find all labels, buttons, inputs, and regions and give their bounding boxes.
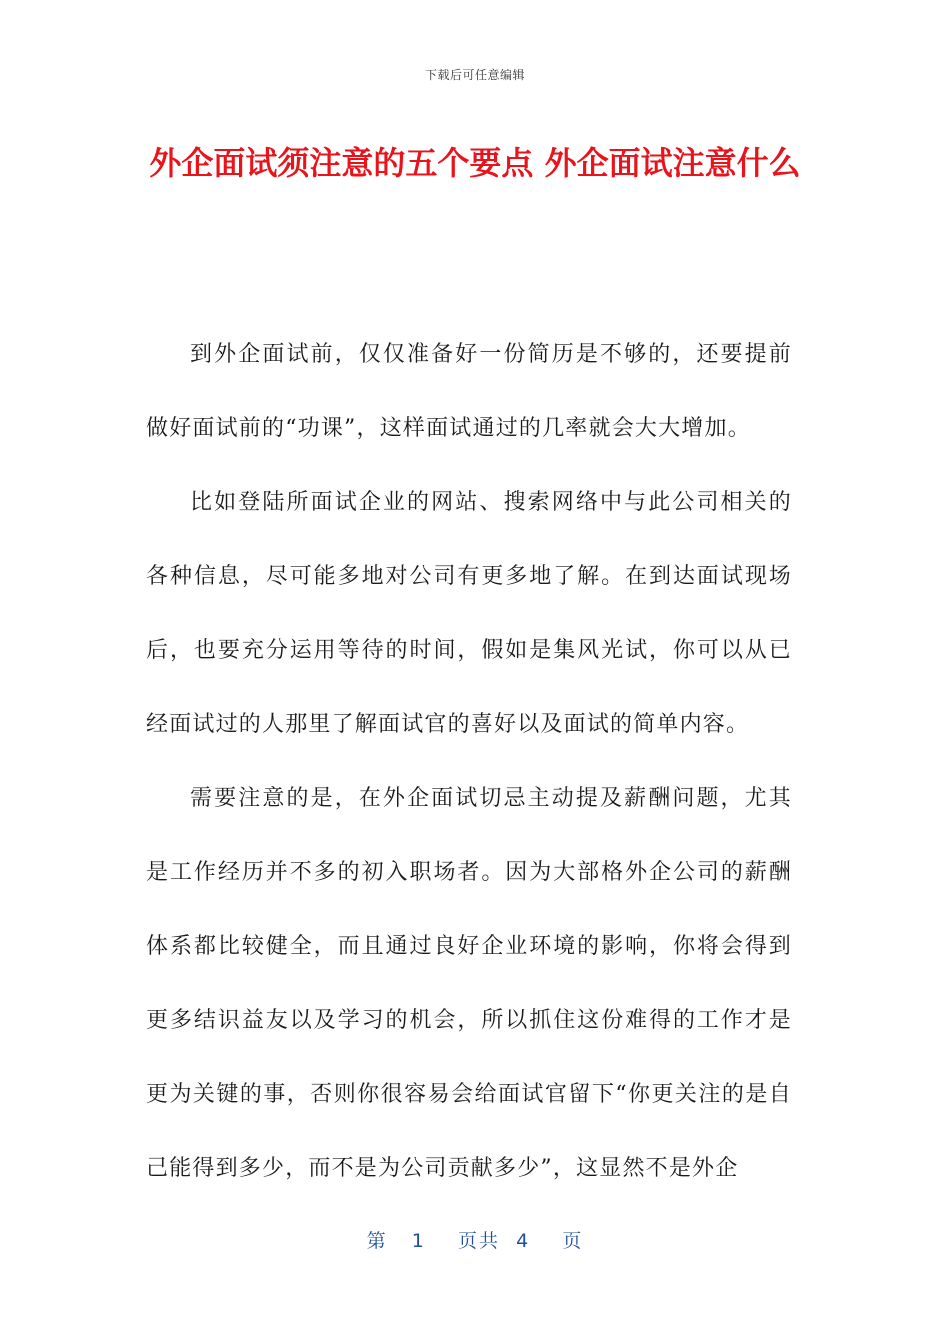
paragraph: 需要注意的是，在外企面试切忌主动提及薪酬问题，尤其是工作经历并不多的初入职场者。因为大部格外企公司的薪酬体系都比较健全，而且通过良好企业环境的影响，你将会得到更多结识益友以及学习的机会，所以抓住这份难得的工作才是更为关键的事，否则你很容易会给面试官留下“你更关注的是自己能得到多少，而不是为公司贡献多少”，这显然不是外企 [146, 786, 792, 1181]
document-body [146, 318, 792, 1206]
header-note: 下载后可任意编辑 [424, 68, 525, 82]
page-label-prefix: 第 [366, 1230, 388, 1252]
page-label-middle: 页共 [458, 1230, 501, 1252]
page-number-footer [0, 1226, 950, 1253]
paragraph: 比如登陆所面试企业的网站、搜索网络中与此公司相关的各种信息，尽可能多地对公司有更多地了解。在到达面试现场后，也要充分运用等待的时间，假如是集风光试，你可以从已经面试过的人那里了解面试官的喜好以及面试的简单内容。 [146, 490, 792, 737]
paragraph: 到外企面试前，仅仅准备好一份简历是不够的，还要提前做好面试前的“功课”，这样面试通过的几率就会大大增加。 [146, 342, 792, 441]
document-title: 外企面试须注意的五个要点 外企面试注意什么 [149, 144, 801, 182]
current-page-number: 1 [411, 1230, 426, 1252]
page-label-suffix: 页 [562, 1230, 584, 1252]
total-pages-number: 4 [516, 1230, 531, 1252]
